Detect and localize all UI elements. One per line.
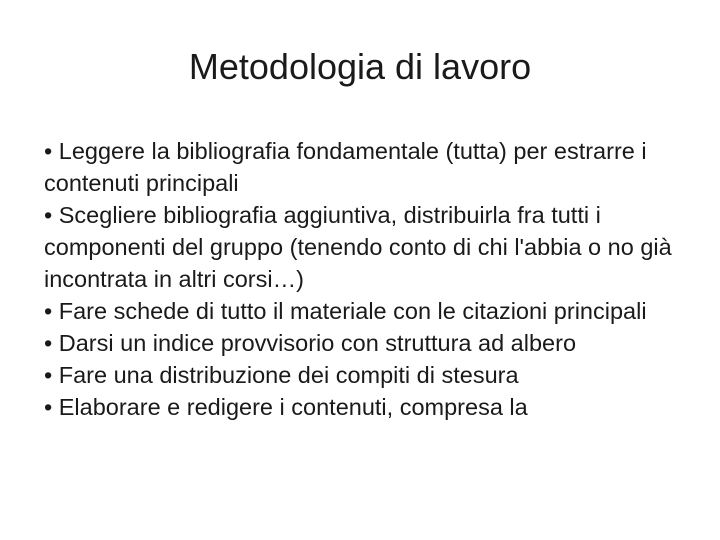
bullet-item: • Fare una distribuzione dei compiti di stesura (44, 362, 519, 388)
bullet-item: • Leggere la bibliografia fondamentale (tutta) per estrarre i contenuti principali (44, 138, 647, 196)
bullet-item: • Darsi un indice provvisorio con struttura ad albero (44, 330, 577, 356)
bullet-item: • Fare schede di tutto il materiale con le citazioni principali (44, 298, 647, 324)
bullet-item: • Elaborare e redigere i contenuti, compresa la (44, 394, 528, 420)
slide-body (44, 135, 684, 423)
bullet-item: • Scegliere bibliografia aggiuntiva, distribuirla fra tutti i componenti del gruppo (tenendo conto di chi l'abbia o no già incontrata in altri corsi…) (44, 202, 672, 292)
slide-title: Metodologia di lavoro (188, 46, 532, 87)
